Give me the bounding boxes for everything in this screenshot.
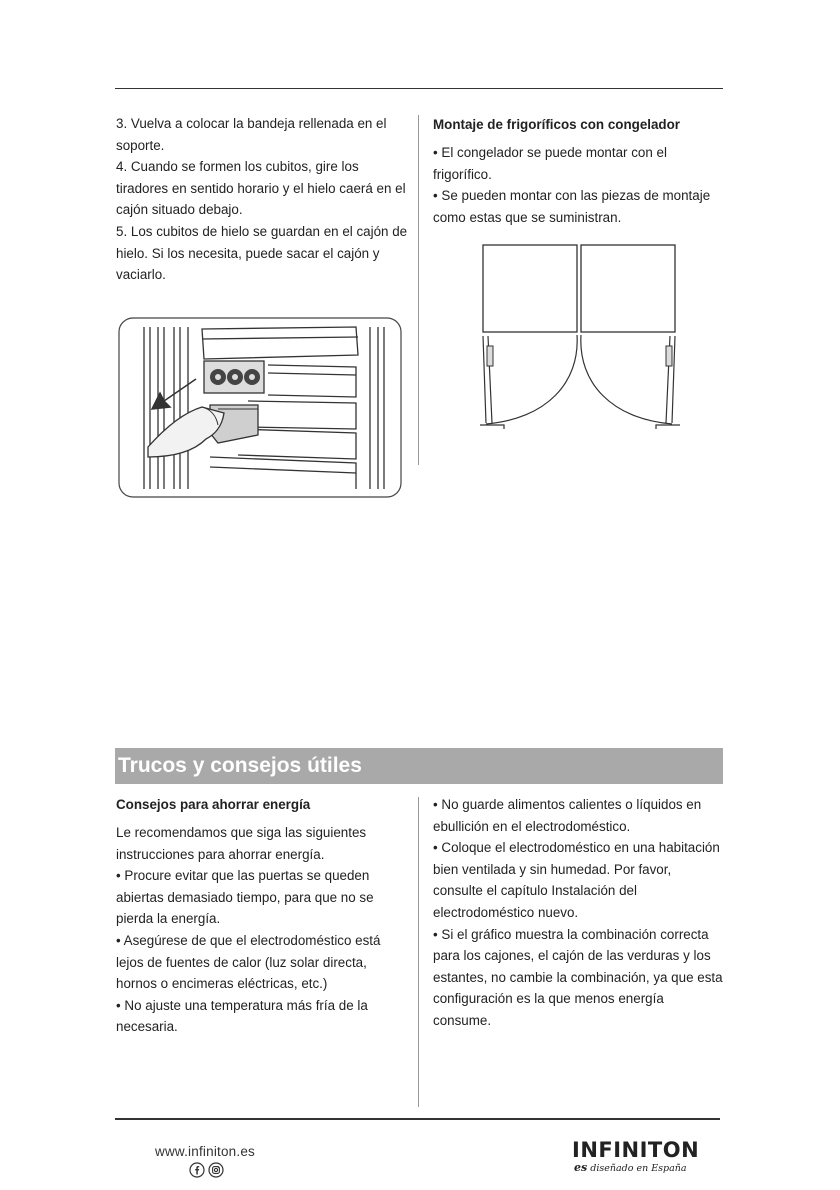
ice-drawer-illustration: [118, 317, 402, 498]
mounting-bullet-2: • Se pueden montar con las piezas de montaje como estas que se suministran.: [433, 188, 711, 225]
energy-tip-1: • Procure evitar que las puertas se queden abiertas demasiado tiempo, para que no se pierda la energía.: [116, 868, 374, 927]
instagram-icon[interactable]: [208, 1162, 224, 1178]
bottom-rule: [115, 1118, 720, 1120]
column-divider-bottom: [418, 797, 419, 1107]
energy-heading: Consejos para ahorrar energía: [116, 797, 311, 812]
facebook-icon[interactable]: [189, 1162, 205, 1178]
website-link[interactable]: www.infiniton.es: [155, 1144, 255, 1159]
tagline-mark: es: [574, 1161, 588, 1174]
mounting-section: [433, 116, 723, 228]
energy-intro: Le recomendamos que siga las siguientes instrucciones para ahorrar energía.: [116, 825, 367, 862]
section-banner: Trucos y consejos útiles: [115, 748, 723, 784]
energy-tip-2: • Asegúrese de que el electrodoméstico está lejos de fuentes de calor (luz solar directa, hornos o encimeras eléctricas, etc.): [116, 932, 381, 992]
instruction-step-5: 5. Los cubitos de hielo se guardan en el cajón de hielo. Si los necesita, puede sacar el cajón y vaciarlo.: [116, 223, 408, 283]
instruction-step-3: 3. Vuelva a colocar la bandeja rellenada en el soporte.: [116, 116, 387, 153]
instruction-step-4: 4. Cuando se formen los cubitos, gire los tiradores en sentido horario y el hielo caerá en el cajón situado debajo.: [116, 159, 406, 218]
column-divider-top: [418, 115, 419, 465]
brand-logo: INFINITON: [572, 1138, 700, 1162]
fridge-freezer-diagram: [470, 243, 690, 435]
energy-saving-tips: [116, 796, 411, 1038]
energy-saving-tips-continued: [433, 794, 723, 1032]
energy-tip-3: • No ajuste una temperatura más fría de la necesaria.: [116, 997, 368, 1035]
energy-tip-5: • Coloque el electrodoméstico en una habitación bien ventilada y sin humedad. Por favor, consulte el capítulo Instalación del electrodoméstico nuevo.: [433, 840, 720, 920]
mounting-bullet-1: • El congelador se puede montar con el frigorífico.: [433, 145, 667, 182]
energy-tip-4: • No guarde alimentos calientes o líquidos en ebullición en el electrodoméstico.: [433, 797, 702, 834]
ice-tray-instructions: [116, 113, 411, 286]
energy-tip-6: • Si el gráfico muestra la combinación correcta para los cajones, el cajón de las verduras y los estantes, no cambie la combinación, ya que esta configuración es la que menos energía consume.: [433, 926, 723, 1028]
tagline-text: diseñado en España: [590, 1163, 687, 1174]
mounting-heading: Montaje de frigoríficos con congelador: [433, 117, 681, 132]
brand-tagline: [574, 1161, 687, 1174]
top-rule: [115, 88, 723, 89]
